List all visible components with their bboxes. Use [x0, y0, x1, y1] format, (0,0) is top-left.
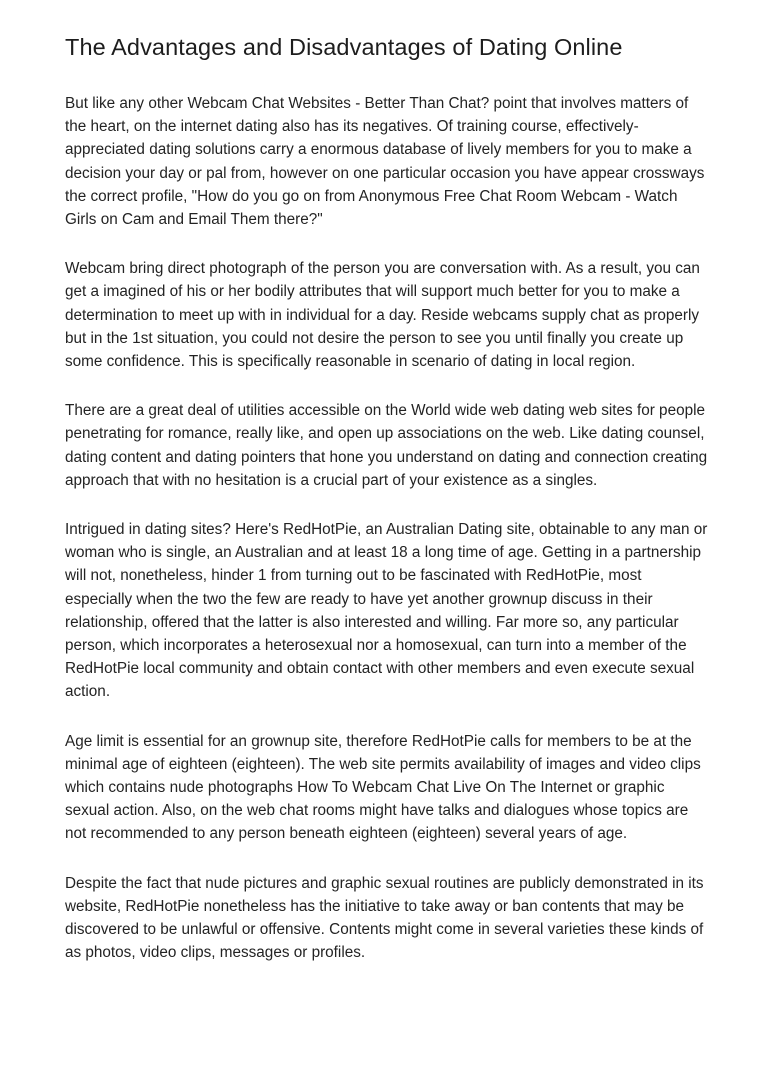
- paragraph: Webcam bring direct photograph of the person you are conversation with. As a result, you can get a imagined of his or her bodily attributes that will support much better for you to make a determination to meet up with in individual for a day. Reside webcams supply chat as properly but in the 1st situation, you could not desire the person to see you until finally you create up some confidence. This is specifically reasonable in scenario of dating in local region.: [65, 260, 700, 371]
- page-title: The Advantages and Disadvantages of Dating Online: [65, 34, 623, 60]
- paragraph: But like any other Webcam Chat Websites - Better Than Chat? point that involves matters of the heart, on the internet dating also has its negatives. Of training course, effectively-appreciated dating solutions carry a enormous database of lively members for you to make a decision your day or pal from, however on one particular occasion you have appear crossways the correct profile, "How do you go on from Anonymous Free Chat Room Webcam - Watch Girls on Cam and Email Them there?": [65, 95, 705, 229]
- paragraph: Intrigued in dating sites? Here's RedHotPie, an Australian Dating site, obtainable to any man or woman who is single, an Australian and at least 18 a long time of age. Getting in a partnership will not, nonetheless, hinder 1 from turning out to be fascinated with RedHotPie, most especially when the two the few are ready to have yet another grownup discuss in their relationship, offered that the latter is also interested and willing. Far more so, any particular person, which incorporates a heterosexual nor a homosexual, can turn into a member of the RedHotPie local community and obtain contact with other members and even execute sexual action.: [65, 521, 708, 701]
- paragraph: Despite the fact that nude pictures and graphic sexual routines are publicly demonstrated in its website, RedHotPie nonetheless has the initiative to take away or ban contents that may be discovered to be unlawful or offensive. Contents might come in several varieties these kinds of as photos, video clips, messages or profiles.: [65, 874, 704, 962]
- paragraph: Age limit is essential for an grownup site, therefore RedHotPie calls for members to be at the minimal age of eighteen (eighteen). The web site permits availability of images and video clips which contains nude photographs How To Webcam Chat Live On The Internet or graphic sexual action. Also, on the web chat rooms might have talks and dialogues whose topics are not recommended to any person beneath eighteen (eighteen) several years of age.: [65, 732, 701, 843]
- paragraph: There are a great deal of utilities accessible on the World wide web dating web sites for people penetrating for romance, really like, and open up associations on the web. Like dating counsel, dating content and dating pointers that hone you understand on dating and connection creating approach that with no hesitation is a crucial part of your existence as a singles.: [65, 402, 708, 489]
